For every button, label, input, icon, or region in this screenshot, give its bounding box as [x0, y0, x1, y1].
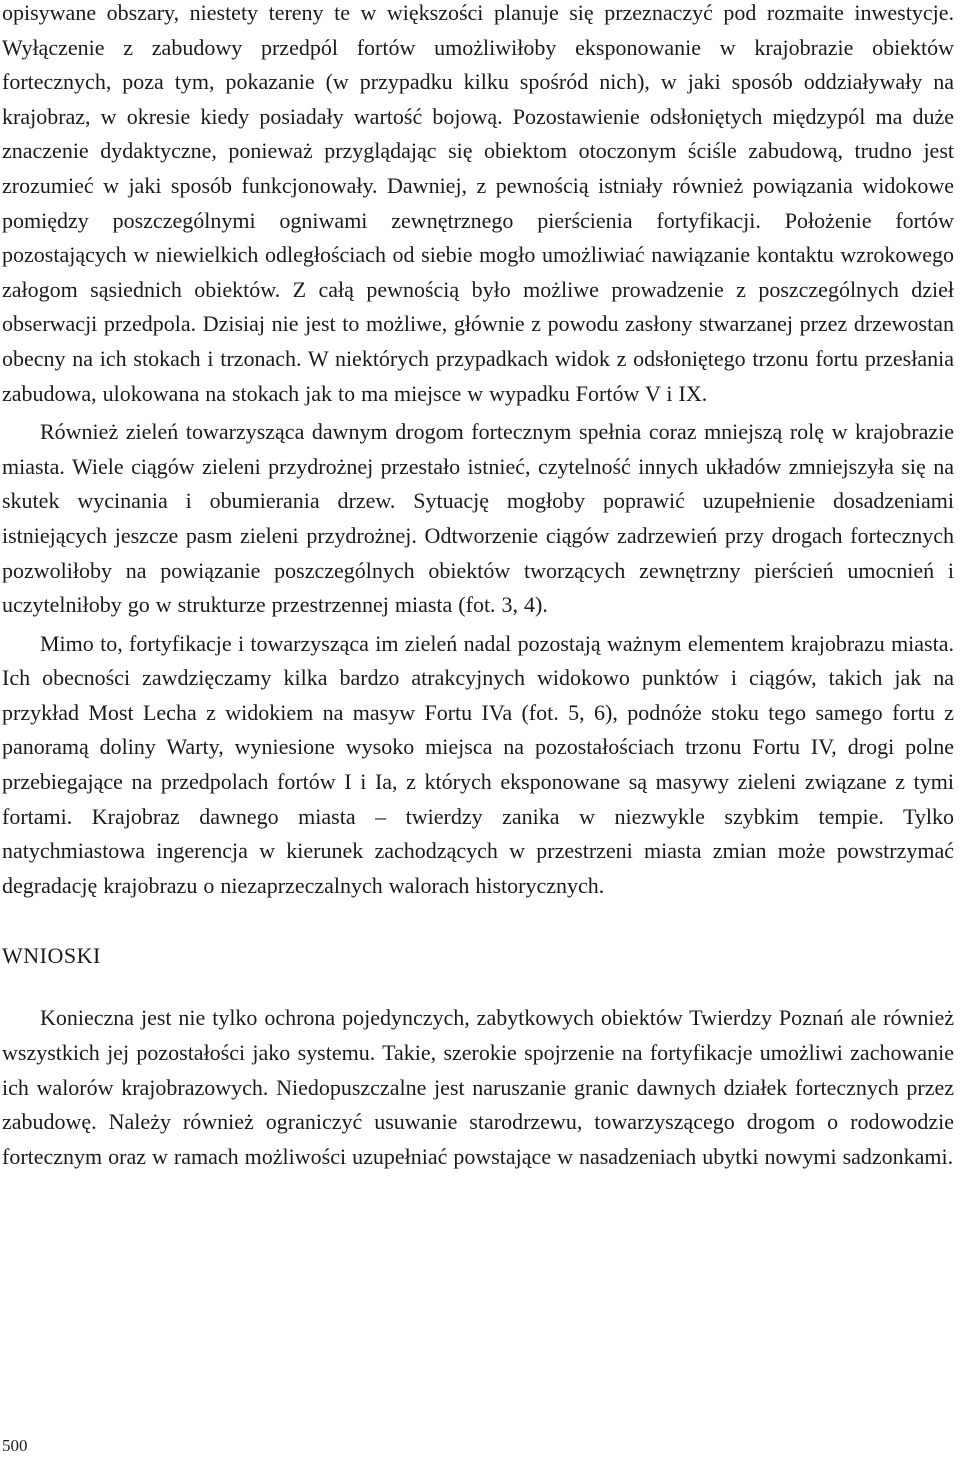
paragraph-3: Mimo to, fortyfikacje i towarzysząca im zieleń nadal pozostają ważnym elementem krajobrazu miasta. Ich obecności zawdzięczamy kilka bardzo atrakcyjnych widokowo punktów i ciągów, takich jak na przykład Most Lecha z widokiem na masyw Fortu IVa (fot. 5, 6), podnóże stoku tego samego fortu z panoramą doliny Warty, wyniesione wysoko miejsca na pozostałościach trzonu Fortu IV, drogi polne przebiegające na przedpolach fortów I i Ia, z których eksponowane są masywy zieleni związane z tymi fortami. Krajobraz dawnego miasta – twierdzy zanika w niezwykle szybkim tempie. Tylko natychmiastowa ingerencja w kierunek zachodzących w przestrzeni miasta zmian może powstrzymać degradację krajobrazu o niezaprzeczalnych walorach historycznych. — [2, 630, 954, 898]
paragraph-2: Również zieleń towarzysząca dawnym drogom fortecznym spełnia coraz mniejszą rolę w krajobrazie miasta. Wiele ciągów zieleni przydrożnej przestało istnieć, czytelność innych układów zmniejszyła się na skutek wycinania i obumierania drzew. Sytuację mogłoby poprawić uzupełnienie dosadzeniami istniejących jeszcze pasm zieleni przydrożnej. Odtworzenie ciągów zadrzewień przy drogach fortecznych pozwoliłoby na powiązanie poszczególnych obiektów tworzących zewnętrzny pierścień umocnień i uczytelniłoby go w strukturze przestrzennej miasta (fot. 3, 4). — [2, 419, 954, 618]
paragraph-1: opisywane obszary, niestety tereny te w większości planuje się przeznaczyć pod rozmaite inwestycje. Wyłączenie z zabudowy przedpól fortów umożliwiłoby eksponowanie w krajobrazie obiektów fortecznych, poza tym, pokazanie (w przypadku kilku spośród nich), w jaki sposób oddziaływały na krajobraz, w okresie kiedy posiadały wartość bojową. Pozostawienie odsłoniętych międzypól ma duże znaczenie dydaktyczne, ponieważ przyglądając się obiektom otoczonym ściśle zabudową, trudno jest zrozumieć w jaki sposób funkcjonowały. Dawniej, z pewnością istniały również powiązania widokowe pomiędzy poszczególnymi ogniwami zewnętrznego pierścienia fortyfikacji. Położenie fortów pozostających w niewielkich odległościach od siebie mogło umożliwiać nawiązanie kontaktu wzrokowego załogom sąsiednich obiektów. Z całą pewnością było możliwe prowadzenie z poszczególnych dzieł obserwacji przedpola. Dzisiaj nie jest to możliwe, głównie z powodu zasłony stwarzanej przez drzewostan obecny na ich stokach i trzonach. W niektórych przypadkach widok z odsłoniętego trzonu fortu przesłania zabudowa, ulokowana na stokach jak to ma miejsce w wypadku Fortów V i IX. — [2, 0, 954, 406]
paragraph-4: Konieczna jest nie tylko ochrona pojedynczych, zabytkowych obiektów Twierdzy Poznań ale również wszystkich jej pozostałości jako systemu. Takie, szerokie spojrzenie na fortyfikacje umożliwi zachowanie ich walorów krajobrazowych. Niedopuszczalne jest naruszanie granic dawnych działek fortecznych przez zabudowę. Należy również ograniczyć usuwanie starodrzewu, towarzyszącego drogom o rodowodzie fortecznym oraz w ramach możliwości uzupełniać powstające w nasadzeniach ubytki nowymi sadzonkami. — [2, 1005, 954, 1169]
page-number: 500 — [2, 1436, 28, 1455]
page-body — [2, 0, 954, 1174]
section-heading: WNIOSKI — [2, 943, 101, 969]
